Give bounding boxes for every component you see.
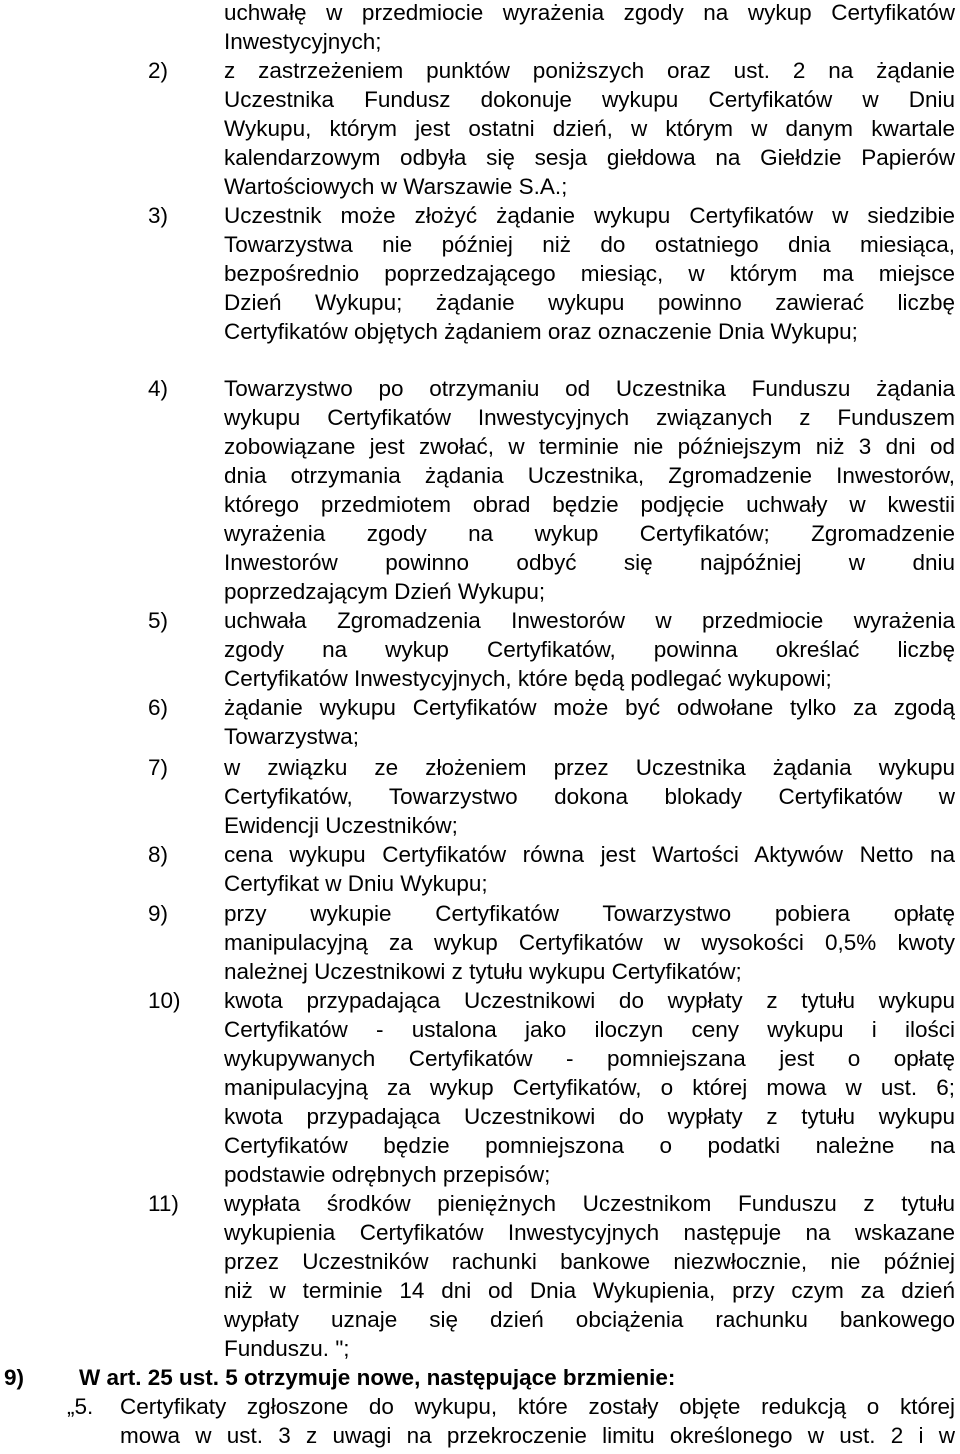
text-line: Dzień Wykupu; żądanie wykupu powinno zawierać liczbę bbox=[224, 290, 955, 315]
item-number: 5) bbox=[148, 608, 169, 633]
text-line: dnia otrzymania żądania Uczestnika, Zgromadzenie Inwestorów, bbox=[224, 463, 955, 488]
text-line: Uczestnik może złożyć żądanie wykupu Certyfikatów w siedzibie bbox=[224, 203, 955, 228]
text-line: wykupywanych Certyfikatów - pomniejszana jest o opłatę bbox=[224, 1046, 955, 1071]
text-line: bezpośrednio poprzedzającego miesiąc, w którym ma miejsce bbox=[224, 261, 955, 286]
text-line: przez Uczestników rachunki bankowe niezwłocznie, nie później bbox=[224, 1249, 955, 1274]
section-heading: W art. 25 ust. 5 otrzymuje nowe, następujące brzmienie: bbox=[79, 1365, 676, 1390]
text-line: Wykupu, którym jest ostatni dzień, w którym w danym kwartale bbox=[224, 116, 955, 141]
text-line: niż w terminie 14 dni od Dnia Wykupienia, przy czym za dzień bbox=[224, 1278, 955, 1303]
text-line: Ewidencji Uczestników; bbox=[224, 813, 458, 838]
item-number: 7) bbox=[148, 755, 169, 780]
text-line: w związku ze złożeniem przez Uczestnika żądania wykupu bbox=[224, 755, 955, 780]
text-line: Uczestnika Fundusz dokonuje wykupu Certyfikatów w Dniu bbox=[224, 87, 955, 112]
item-number: 6) bbox=[148, 695, 169, 720]
text-line: Certyfikatów Inwestycyjnych, które będą podlegać wykupowi; bbox=[224, 666, 832, 691]
text-line: Certyfikatów - ustalona jako iloczyn ceny wykupu i ilości bbox=[224, 1017, 955, 1042]
text-line: należnej Uczestnikowi z tytułu wykupu Certyfikatów; bbox=[224, 959, 742, 984]
item-number: 2) bbox=[148, 58, 169, 83]
item-number: 10) bbox=[148, 988, 181, 1013]
text-line: Inwestycyjnych; bbox=[224, 29, 382, 54]
item-number: 9) bbox=[148, 901, 169, 926]
text-line: zobowiązane jest zwołać, w terminie nie późniejszym niż 3 dni od bbox=[224, 434, 955, 459]
text-line: Towarzystwa nie później niż do ostatniego dnia miesiąca, bbox=[224, 232, 955, 257]
text-line: którego przedmiotem obrad będzie podjęcie uchwały w kwestii bbox=[224, 492, 955, 517]
item-number: 4) bbox=[148, 376, 169, 401]
text-line: manipulacyjną za wykup Certyfikatów, o której mowa w ust. 6; bbox=[224, 1075, 955, 1100]
text-line: kwota przypadająca Uczestnikowi do wypłaty z tytułu wykupu bbox=[224, 1104, 955, 1129]
text-line: z zastrzeżeniem punktów poniższych oraz ust. 2 na żądanie bbox=[224, 58, 955, 83]
text-line: Certyfikat w Dniu Wykupu; bbox=[224, 871, 488, 896]
text-line: żądanie wykupu Certyfikatów może być odwołane tylko za zgodą bbox=[224, 695, 955, 720]
text-line: Wartościowych w Warszawie S.A.; bbox=[224, 174, 568, 199]
item-number: 11) bbox=[148, 1191, 179, 1216]
text-line: Certyfikatów, Towarzystwo dokona blokady Certyfikatów w bbox=[224, 784, 955, 809]
text-line: manipulacyjną za wykup Certyfikatów w wysokości 0,5% kwoty bbox=[224, 930, 955, 955]
text-line: uchwała Zgromadzenia Inwestorów w przedmiocie wyrażenia bbox=[224, 608, 955, 633]
text-line: cena wykupu Certyfikatów równa jest Wartości Aktywów Netto na bbox=[224, 842, 955, 867]
text-line: podstawie odrębnych przepisów; bbox=[224, 1162, 551, 1187]
text-line: przy wykupie Certyfikatów Towarzystwo pobiera opłatę bbox=[224, 901, 955, 926]
text-line: Funduszu. "; bbox=[224, 1336, 350, 1361]
sub-item-number: „5. bbox=[67, 1394, 94, 1419]
text-line: Certyfikaty zgłoszone do wykupu, które zostały objęte redukcją o której bbox=[120, 1394, 955, 1419]
text-line: wypłata środków pieniężnych Uczestnikom Funduszu z tytułu bbox=[224, 1191, 955, 1216]
text-line: wyrażenia zgody na wykup Certyfikatów; Zgromadzenie bbox=[224, 521, 955, 546]
text-line: Certyfikatów objętych żądaniem oraz oznaczenie Dnia Wykupu; bbox=[224, 319, 858, 344]
text-line: mowa w ust. 3 z uwagi na przekroczenie limitu określonego w ust. 2 i w bbox=[120, 1423, 955, 1448]
text-line: uchwałę w przedmiocie wyrażenia zgody na wykup Certyfikatów bbox=[224, 0, 955, 25]
section-number: 9) bbox=[4, 1365, 25, 1390]
text-line: Inwestorów powinno odbyć się najpóźniej w dniu bbox=[224, 550, 955, 575]
item-number: 3) bbox=[148, 203, 169, 228]
text-line: Towarzystwa; bbox=[224, 724, 360, 749]
item-number: 8) bbox=[148, 842, 169, 867]
text-line: poprzedzającym Dzień Wykupu; bbox=[224, 579, 546, 604]
text-line: Certyfikatów będzie pomniejszona o podatki należne na bbox=[224, 1133, 955, 1158]
text-line: kalendarzowym odbyła się sesja giełdowa na Giełdzie Papierów bbox=[224, 145, 955, 170]
text-line: zgody na wykup Certyfikatów, powinna określać liczbę bbox=[224, 637, 955, 662]
text-line: wykupienia Certyfikatów Inwestycyjnych następuje na wskazane bbox=[224, 1220, 955, 1245]
text-line: wykupu Certyfikatów Inwestycyjnych związanych z Funduszem bbox=[224, 405, 955, 430]
text-line: Towarzystwo po otrzymaniu od Uczestnika Funduszu żądania bbox=[224, 376, 955, 401]
text-line: kwota przypadająca Uczestnikowi do wypłaty z tytułu wykupu bbox=[224, 988, 955, 1013]
text-line: wypłaty uznaje się dzień obciążenia rachunku bankowego bbox=[224, 1307, 955, 1332]
